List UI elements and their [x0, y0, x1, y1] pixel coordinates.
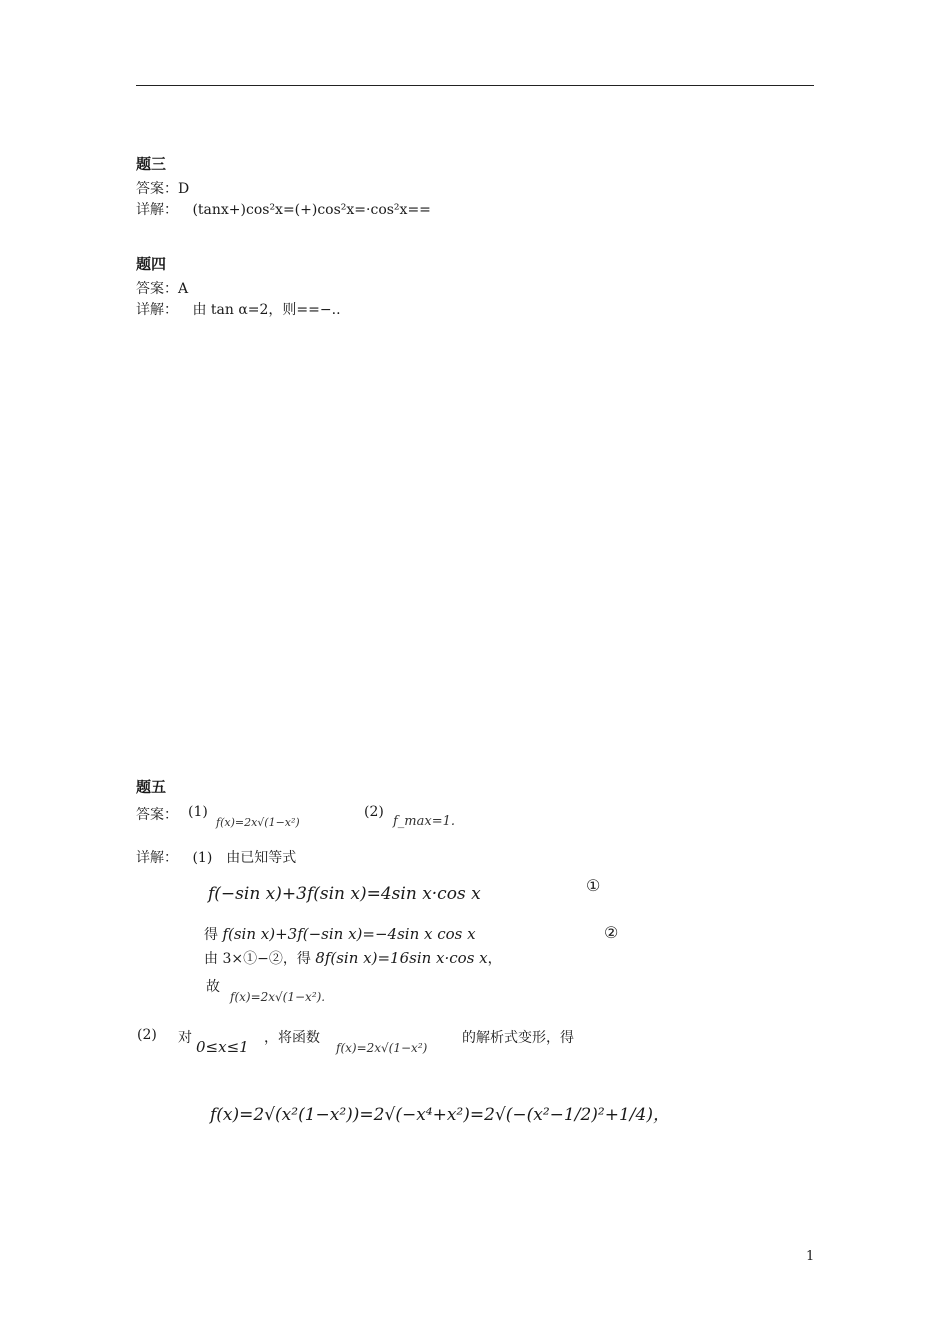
q5-detail-part1: (1) 由已知等式: [192, 850, 297, 866]
q5-part2-text1: 对: [178, 1030, 192, 1046]
q5-eq2-formula: f(sin x)+3f(−sin x)=−4sin x cos x: [222, 925, 476, 943]
q4-answer-value: A: [178, 281, 189, 297]
page-number: 1: [806, 1249, 815, 1264]
q4-detail: [136, 299, 341, 319]
q5-detail-label: 详解：: [136, 850, 178, 866]
q5-ans1-label: (1): [188, 804, 208, 820]
q4-detail-label: 详解：: [136, 302, 178, 318]
q5-step4-formula: f(x)=2x√(1−x²).: [230, 990, 326, 1004]
q5-detail: [136, 847, 296, 867]
q5-eq2-marker: ②: [604, 923, 619, 942]
q4-heading: 题四: [136, 255, 167, 273]
q5-step3-suffix: ，: [487, 951, 502, 967]
q5-step3-formula: 8f(sin x)=16sin x·cos x: [315, 949, 488, 967]
q4-detail-text: 由 tan α=2，则==−..: [192, 302, 341, 318]
q4-answer-label: 答案：: [136, 281, 178, 297]
q3-detail: [136, 199, 431, 219]
q5-part2-text2: ，将函数: [264, 1030, 320, 1046]
q5-ans1-formula: f(x)=2x√(1−x²): [216, 816, 300, 829]
q5-eq1: f(−sin x)+3f(sin x)=4sin x·cos x: [208, 884, 481, 904]
q3-detail-text: (tanx+)cos²x=(+)cos²x=·cos²x==: [192, 202, 431, 218]
q5-final-formula: f(x)=2√(x²(1−x²))=2√(−x⁴+x²)=2√(−(x²−1/2)²+1/4)，: [210, 1105, 670, 1125]
q5-step3-prefix: 由 3×①−②，得: [204, 951, 311, 967]
q3-heading: 题三: [136, 155, 167, 173]
q5-eq2-prefix: 得: [204, 927, 218, 943]
q5-part2-condition: 0≤x≤1: [196, 1038, 249, 1056]
q3-answer-value: D: [178, 181, 190, 197]
q5-step4-prefix: 故: [206, 979, 220, 995]
q5-ans2-label: (2): [364, 804, 384, 820]
q3-detail-label: 详解：: [136, 202, 178, 218]
q3-answer: [136, 178, 189, 198]
q4-answer: [136, 278, 188, 298]
q5-part2-text3: 的解析式变形，得: [462, 1030, 574, 1046]
q3-answer-label: 答案：: [136, 181, 178, 197]
q5-part2-formula: f(x)=2x√(1−x²): [336, 1041, 428, 1055]
q5-eq1-marker: ①: [586, 876, 601, 895]
header-rule: [136, 85, 814, 86]
q5-step3: [204, 948, 502, 968]
q5-part2-label: (2): [137, 1027, 157, 1043]
q5-answer-label: 答案：: [136, 807, 178, 823]
q5-ans2-formula: f_max=1.: [393, 814, 456, 829]
q5-heading: 题五: [136, 778, 167, 796]
q5-eq2: [204, 924, 476, 944]
